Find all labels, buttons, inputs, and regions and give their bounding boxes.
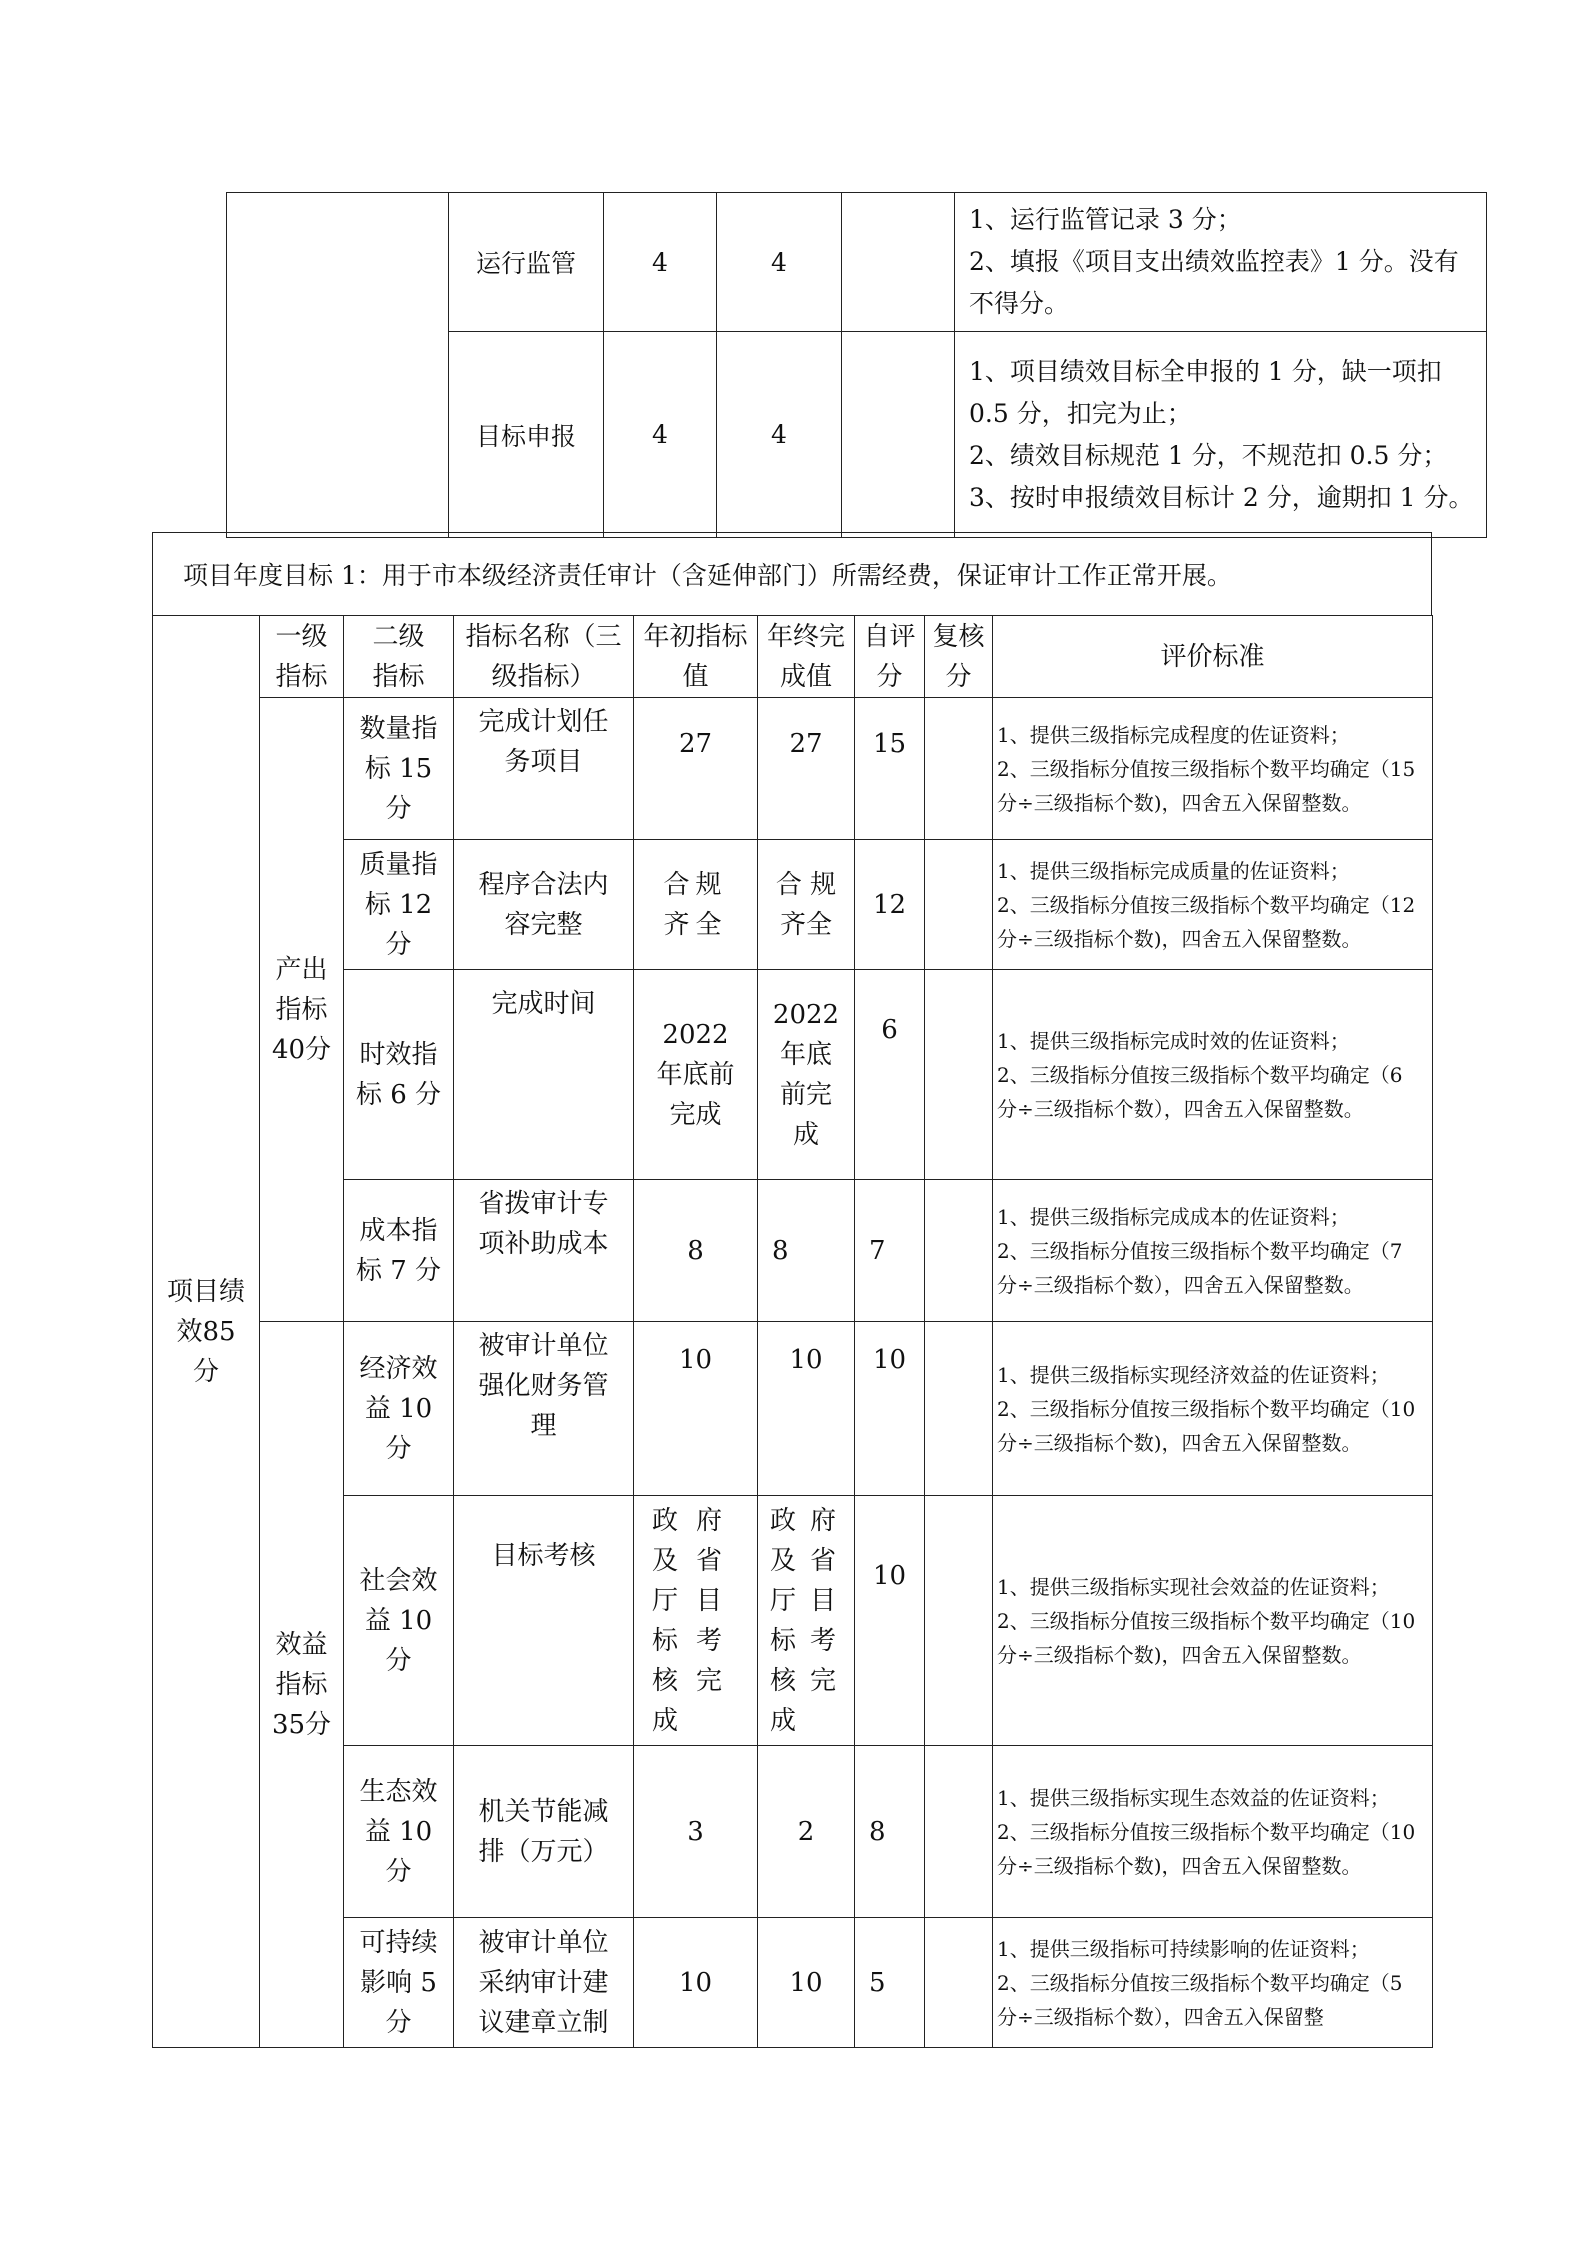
self-score: 6 [855,970,925,1180]
criteria-line: 2、三级指标分值按三级指标个数平均确定（10 分÷三级指标个数)，四舍五入保留整数。 [997,1396,1416,1455]
criteria-line: 2、三级指标分值按三级指标个数平均确定（12 分÷三级指标个数)，四舍五入保留整数。 [997,892,1416,951]
criteria-line: 1、提供三级指标实现社会效益的佐证资料； [997,1574,1390,1599]
table-row [153,840,1433,970]
self-score: 12 [855,840,925,970]
criteria-line: 2、绩效目标规范 1 分，不规范扣 0.5 分； [969,440,1448,470]
review-score [925,1180,993,1322]
initial-value: 27 [634,698,758,840]
criteria-line: 2、三级指标分值按三级指标个数平均确定（5 分÷三级指标个数），四舍五入保留整 [997,1970,1403,2029]
self-score: 15 [855,698,925,840]
criteria-line: 1、提供三级指标实现经济效益的佐证资料； [997,1362,1390,1387]
final-value: 合 规 齐全 [758,840,855,970]
table-row [153,1496,1433,1746]
level2-cell: 社会效益 10 分 [344,1496,454,1746]
review-score [925,1322,993,1496]
process-table [226,192,1487,538]
empty-cell [227,193,449,538]
review-score [925,1496,993,1746]
table-row [153,1322,1433,1496]
header-review: 复核分 [925,616,993,698]
final-value: 10 [758,1322,855,1496]
review-score [925,698,993,840]
criteria-cell [955,332,1487,538]
table-row [153,970,1433,1180]
review-score [925,970,993,1180]
self-score: 7 [855,1180,925,1322]
criteria-line: 1、运行监管记录 3 分； [969,205,1242,234]
final-value: 10 [758,1918,855,2048]
criteria-line: 2、三级指标分值按三级指标个数平均确定（10 分÷三级指标个数)，四舍五入保留整数。 [997,1819,1416,1878]
final-value: 8 [758,1180,855,1322]
level3-name: 被审计单位强化财务管理 [454,1322,634,1496]
level2-cell: 数量指标 15 分 [344,698,454,840]
criteria-cell [955,193,1487,332]
initial-value: 2022 年底前完成 [634,970,758,1180]
review-score [925,1746,993,1918]
initial-value: 3 [634,1746,758,1918]
score-cell: 4 [604,332,717,538]
level3-name: 被审计单位采纳审计建议建章立制 [454,1918,634,2048]
level3-name: 机关节能减排（万元） [454,1746,634,1918]
header-level1: 一级指标 [260,616,344,698]
level2-cell: 生态效益 10 分 [344,1746,454,1918]
criteria-line: 1、提供三级指标完成时效的佐证资料； [997,1028,1350,1053]
level3-name: 完成时间 [454,970,634,1180]
level2-cell: 成本指标 7 分 [344,1180,454,1322]
criteria-cell [993,1746,1433,1918]
final-value: 2022 年底前完成 [758,970,855,1180]
indicator-name: 运行监管 [449,193,604,332]
criteria-cell [993,1918,1433,2048]
table-row [153,1746,1433,1918]
header-self: 自评分 [855,616,925,698]
project-performance-label: 项目绩效85分 [153,616,260,2048]
initial-value: 10 [634,1918,758,2048]
header-initial: 年初指标值 [634,616,758,698]
criteria-line: 3、按时申报绩效目标计 2 分，逾期扣 1 分。 [969,482,1474,512]
criteria-line: 1、提供三级指标完成程度的佐证资料； [997,722,1350,747]
review-score [925,1918,993,2048]
criteria-line: 1、提供三级指标可持续影响的佐证资料； [997,1936,1370,1961]
self-score-cell: 4 [717,193,842,332]
criteria-line: 2、填报《项目支出绩效监控表》1 分。没有不得分。 [969,247,1459,318]
level2-cell: 时效指标 6 分 [344,970,454,1180]
level2-cell: 质量指标 12 分 [344,840,454,970]
review-score-cell [842,332,955,538]
criteria-line: 2、三级指标分值按三级指标个数平均确定（7 分÷三级指标个数），四舍五入保留整数。 [997,1238,1403,1297]
self-score: 10 [855,1496,925,1746]
level3-name: 程序合法内容完整 [454,840,634,970]
criteria-line: 1、提供三级指标完成成本的佐证资料； [997,1204,1350,1229]
initial-value: 8 [634,1180,758,1322]
criteria-cell [993,1322,1433,1496]
criteria-cell [993,840,1433,970]
table-row [153,698,1433,840]
initial-value: 政府及省厅目标考核完成 [634,1496,758,1746]
criteria-line: 1、项目绩效目标全申报的 1 分，缺一项扣 0.5 分，扣完为止； [969,356,1442,428]
table-row [153,1180,1433,1322]
criteria-line: 1、提供三级指标完成质量的佐证资料； [997,858,1350,883]
header-criteria: 评价标准 [993,616,1433,698]
level3-name: 目标考核 [454,1496,634,1746]
table-row [227,193,1487,332]
criteria-line: 2、三级指标分值按三级指标个数平均确定（10 分÷三级指标个数)，四舍五入保留整数。 [997,1608,1416,1667]
final-value: 2 [758,1746,855,1918]
criteria-line: 1、提供三级指标实现生态效益的佐证资料； [997,1785,1390,1810]
group-benefit-label: 效益指标35分 [260,1322,344,2048]
group-output-label: 产出指标40分 [260,698,344,1322]
self-score-cell: 4 [717,332,842,538]
final-value: 政府及省厅目标考核完成 [758,1496,855,1746]
initial-value: 合规齐全 [634,840,758,970]
level3-name: 省拨审计专项补助成本 [454,1180,634,1322]
self-score: 8 [855,1746,925,1918]
score-cell: 4 [604,193,717,332]
criteria-cell [993,1496,1433,1746]
annual-goal: 项目年度目标 1：用于市本级经济责任审计（含延伸部门）所需经费，保证审计工作正常开展。 [152,532,1432,616]
level2-cell: 可持续影响 5 分 [344,1918,454,2048]
level2-cell: 经济效益 10 分 [344,1322,454,1496]
self-score: 5 [855,1918,925,2048]
final-value: 27 [758,698,855,840]
initial-value: 10 [634,1322,758,1496]
criteria-cell [993,698,1433,840]
header-final: 年终完成值 [758,616,855,698]
performance-table [152,615,1433,2048]
criteria-cell [993,970,1433,1180]
criteria-line: 2、三级指标分值按三级指标个数平均确定（15 分÷三级指标个数)，四舍五入保留整数。 [997,756,1416,815]
indicator-name: 目标申报 [449,332,604,538]
header-level3: 指标名称（三级指标） [454,616,634,698]
review-score-cell [842,193,955,332]
criteria-line: 2、三级指标分值按三级指标个数平均确定（6 分÷三级指标个数），四舍五入保留整数。 [997,1062,1403,1121]
header-level2: 二级指标 [344,616,454,698]
table-row [153,1918,1433,2048]
header-row [153,616,1433,698]
self-score: 10 [855,1322,925,1496]
criteria-cell [993,1180,1433,1322]
review-score [925,840,993,970]
level3-name: 完成计划任务项目 [454,698,634,840]
